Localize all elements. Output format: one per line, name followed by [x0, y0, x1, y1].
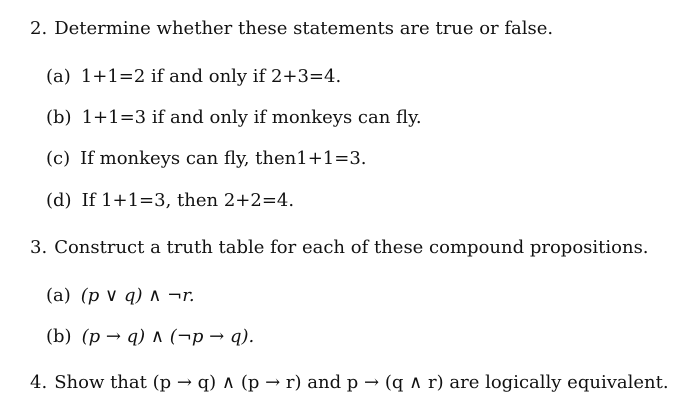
part-text: If 1+1=3, then 2+2=4.: [81, 190, 295, 211]
part-text: 1+1=2 if and only if 2+3=4.: [80, 66, 342, 87]
part-label: (a): [46, 285, 71, 306]
problem-2-part-d: [46, 190, 294, 212]
part-label: (a): [46, 66, 71, 87]
part-label: (b): [46, 326, 72, 347]
part-label: (d): [46, 190, 72, 211]
part-label: (c): [46, 148, 71, 169]
part-label: (b): [46, 107, 72, 128]
problem-2-part-a: [46, 66, 341, 88]
problem-4-heading: [30, 372, 669, 394]
problem-3-part-a: [46, 285, 195, 307]
part-formula: (p ∨ q) ∧ ¬r.: [80, 285, 195, 306]
problem-prompt: Construct a truth table for each of these compound propositions.: [54, 237, 649, 258]
problem-number: 3.: [30, 237, 48, 258]
problem-3-part-b: [46, 326, 254, 348]
problem-number: 4.: [30, 372, 48, 393]
problem-2-part-b: [46, 107, 422, 129]
part-formula: (p → q) ∧ (¬p → q).: [81, 326, 255, 347]
problem-2-part-c: [46, 148, 367, 170]
part-text: 1+1=3 if and only if monkeys can fly.: [81, 107, 422, 128]
problem-3-heading: [30, 237, 649, 259]
problem-prompt: Show that (p → q) ∧ (p → r) and p → (q ∧ r) are logically equivalent.: [54, 372, 669, 393]
problem-number: 2.: [30, 18, 48, 39]
problem-prompt: Determine whether these statements are true or false.: [54, 18, 554, 39]
problem-2-heading: [30, 18, 553, 40]
part-text: If monkeys can fly, then1+1=3.: [80, 148, 367, 169]
